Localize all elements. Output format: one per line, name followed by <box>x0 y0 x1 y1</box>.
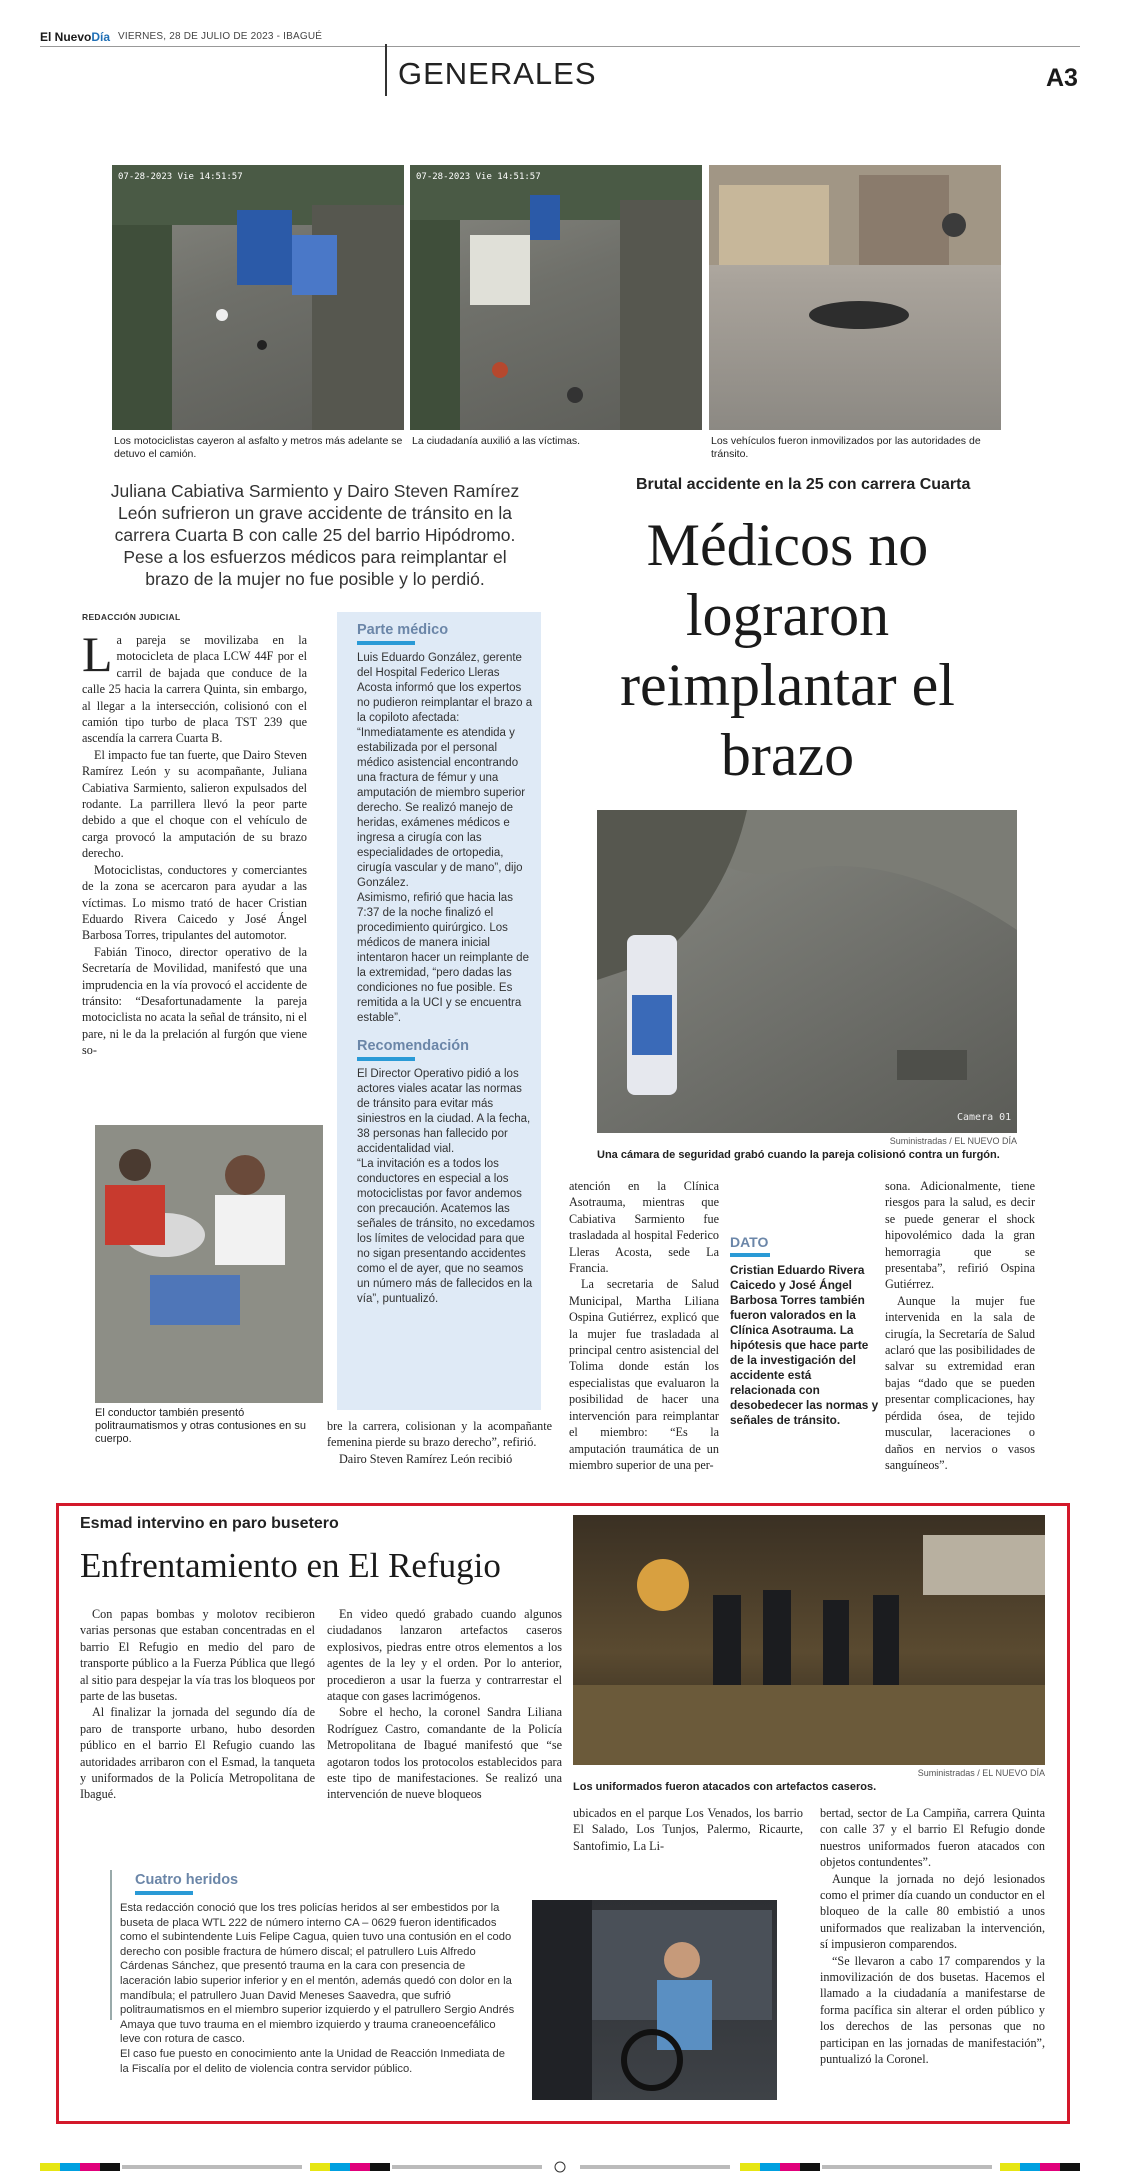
logo-text: El Nuevo <box>40 30 92 44</box>
bottom-kicker: Esmad intervino en paro busetero <box>80 1515 339 1532</box>
rescue-scene-illustration <box>95 1125 323 1403</box>
color-registration-marks <box>40 2161 1080 2173</box>
photo-credit: Suministradas / EL NUEVO DÍA <box>889 1136 1017 1146</box>
photo-caption-2: La ciudadanía auxilió a las víctimas. <box>412 435 581 447</box>
sidebar-text-medical-2: Asimismo, refirió que hacia las 7:37 de la noche finalizó el procedimiento quirúrgico. Los médicos de manera inicial intentaron hacer un reimplante de la extremidad, “pero dadas las condiciones no fue posible. Es remitida a la UCI y se encuentra estable”. <box>357 892 529 1024</box>
sidebar-content <box>357 622 535 1307</box>
section-divider <box>385 44 387 96</box>
paragraph-text: La secretaria de Salud Municipal, Martha Liliana Ospina Gutiérrez, explicó que la mujer fue trasladada al principal centro asistencial del Tolima donde están los especialistas que evaluaron la posibilidad de hacer una intervención para reimplantar el miembro: “Es la amputación traumática de un miembro superior de una per- <box>569 1277 719 1472</box>
fact-box-accent-rule <box>730 1253 770 1257</box>
street-scene-illustration <box>112 165 404 430</box>
injured-driver-photo <box>95 1125 323 1403</box>
injured-box-title: Cuatro heridos <box>135 1872 239 1888</box>
paragraph-text: Sobre el hecho, la coronel Sandra Liliana Rodríguez Castro, comandante de la Policía Metropolitana de Ibagué manifestó que “se agotaron todos los protocolos establecidos para este tipo de manifestaciones. Se realizó una intervención de nueve bloqueos <box>327 1705 562 1802</box>
crashed-motorcycle-illustration <box>709 165 1001 430</box>
fact-box-text: Cristian Eduardo Rivera Caicedo y José Ángel Barbosa Torres también fueron valorados en la Clínica Asotrauma. La hipótesis que hace parte de la investigación del accidente está relacionada con desobedecer las normas y señales de tránsito. <box>730 1263 879 1427</box>
masthead-rule <box>40 46 1080 47</box>
paragraph-text: Fabián Tinoco, director operativo de la Secretaría de Movilidad, manifestó que una imprudencia en la vía provocó el accidente de tránsito: “Desafortunadamente la pareja motociclista no acata la señal de tránsito, ni el pare, ni le da la prelación al furgón que viene so- <box>82 944 307 1058</box>
story-column-1 <box>82 632 307 1122</box>
photo-caption-3: Los vehículos fueron inmovilizados por las autoridades de tránsito. <box>711 435 981 460</box>
paragraph-text: Al finalizar la jornada del segundo día de paro de transporte urbano, hubo desorden público en el barrio El Refugio cuando las autoridades arribaron con el Esmad, la tanqueta y uniformados de la Policía Metropolitana de Ibagué. <box>80 1705 315 1802</box>
fact-box-title: DATO <box>730 1234 769 1250</box>
sidebar-accent-rule <box>357 641 415 645</box>
print-registration-bar <box>40 2160 1080 2172</box>
photo-caption-1: Los motociclistas cayeron al asfalto y metros más adelante se detuvo el camión. <box>114 435 403 460</box>
sidebar-text-recommendation: El Director Operativo pidió a los actores viales acatar las normas de tránsito para evitar más siniestros en la ciudad. A la fecha, 38 personas han fallecido por accidentalidad vial. <box>357 1068 531 1155</box>
riot-police-photo <box>573 1515 1045 1765</box>
sidebar-title-medical: Parte médico <box>357 622 449 638</box>
bus-cabin-illustration <box>532 1900 777 2100</box>
bottom-column-1 <box>80 1606 315 1803</box>
drop-cap: L <box>82 632 113 682</box>
photo-caption-driver: El conductor también presentó politraumatismos y otras contusiones en su cuerpo. <box>95 1407 306 1445</box>
page-number: A3 <box>1046 64 1078 92</box>
paragraph-text: ubicados en el parque Los Venados, los barrio El Salado, Los Tunjos, Palermo, Ricaurte, Santofimio, La Li- <box>573 1806 803 1853</box>
injured-box-accent-rule <box>135 1891 193 1895</box>
logo-accent-text: Día <box>91 30 111 44</box>
injured-box <box>120 1872 526 2076</box>
injured-box-text-2: El caso fue puesto en conocimiento ante la Unidad de Reacción Inmediata de la Fiscalía por el delito de violencia contra servidor público. <box>120 2047 505 2075</box>
story-column-2-bottom <box>327 1418 552 1467</box>
sidebar-text-medical: Luis Eduardo González, gerente del Hospital Federico Lleras Acosta informó que los expertos no pudieron reimplantar el brazo a la copiloto afectada: “Inmediatamente es atendida y estabilizada por el personal médico asistencial encontrando una fractura de fémur y una amputación de miembro superior derecho. Se realizó manejo de heridas, exámenes médicos e ingresa a cirugía con las especialidades de ortopedia, cirugía vascular y de mano”, dijo González. <box>357 652 533 889</box>
paragraph-text: bertad, sector de La Campiña, carrera Quinta con calle 37 y el barrio El Refugio donde nuestros uniformados fueron atacados con objetos contundentes”. <box>820 1806 1045 1870</box>
paragraph-text: a pareja se movilizaba en la motocicleta de placa LCW 44F por el carril de bajada que conduce de la calle 25 hacia la carrera Quinta, sin embargo, al llegar a la intersección, colisionó con el camión tipo turbo de placa TST 239 que ascendía la carrera Cuarta B. <box>82 633 307 746</box>
story-lead: Juliana Cabiativa Sarmiento y Dairo Steven Ramírez León sufrieron un grave accidente de tránsito en la carrera Cuarta B con calle 25 del barrio Hipódromo. Pese a los esfuerzos médicos para reimplantar el brazo de la mujer no fue posible y lo perdió. <box>110 481 520 589</box>
accident-photo-2 <box>410 165 702 430</box>
issue-date: VIERNES, 28 DE JULIO DE 2023 - IBAGUÉ <box>118 31 323 42</box>
sidebar-text-recommendation-2: “La invitación es a todos los conductores en especial a los motociclistas por favor andemos con precaución. Acatemos las señales de tránsito, no excedamos los límites de velocidad para que no sigan presentando accidentes como el de ayer, que no seamos un número más de fallecidos en la vía”, puntualizó. <box>357 1158 535 1305</box>
paragraph-text: Aunque la jornada no dejó lesionados como el primer día cuando un conductor en el bloqueo de la calle 80 embistió a unos uniformados que realizaban la intervención, sí impusieron comparendos. <box>820 1871 1045 1952</box>
bottom-column-3 <box>573 1805 803 1854</box>
photo-caption-camera: Una cámara de seguridad grabó cuando la pareja colisionó contra un furgón. <box>597 1149 1000 1161</box>
accident-photo-3 <box>709 165 1001 430</box>
riot-scene-illustration <box>573 1515 1045 1765</box>
section-title: GENERALES <box>398 56 597 91</box>
intersection-illustration <box>597 810 1017 1133</box>
bottom-headline: Enfrentamiento en El Refugio <box>80 1546 501 1585</box>
story-column-4 <box>885 1178 1035 1473</box>
cam-timestamp: 07-28-2023 Vie 14:51:57 <box>118 172 243 182</box>
paragraph-text: En video quedó grabado cuando algunos ciudadanos lanzaron artefactos caseros explosivos, piedras entre otros elementos a los agentes de la ley y el orden. Por lo anterior, procedieron a usar la fuerza y contrarrestar el ataque con gases lacrimógenos. <box>327 1607 562 1704</box>
sidebar-accent-rule <box>357 1057 415 1061</box>
bottom-photo-caption: Los uniformados fueron atacados con artefactos caseros. <box>573 1781 877 1793</box>
bottom-photo-credit: Suministradas / EL NUEVO DÍA <box>917 1768 1045 1778</box>
paragraph-text: Dairo Steven Ramírez León recibió <box>339 1451 513 1466</box>
security-camera-photo <box>597 810 1017 1133</box>
story-headline: Médicos no lograron reimplantar el brazo <box>620 512 955 788</box>
accident-photo-1 <box>112 165 404 430</box>
sidebar-title-recommendation: Recomendación <box>357 1038 469 1054</box>
paragraph-text: bre la carrera, colisionan y la acompañante femenina pierde su brazo derecho”, refirió. <box>327 1419 552 1450</box>
bottom-column-2 <box>327 1606 562 1803</box>
story-column-3 <box>569 1178 719 1473</box>
injured-box-text: Esta redacción conoció que los tres policías heridos al ser embestidos por la buseta de placa WTL 222 de número interno CA – 0629 fueron identificados como el subintendente Luis Felipe Cagua, quien tuvo una contusión en el codo derecho con posible fractura de húmero discal; el patrullero Luis Alfredo Cárdenas Sánchez, que presentó trauma en la cara con presencia de laceración labio superior inferior y en el mentón, además quedó con dolor en la mandíbula; el patrullero Juan David Meneses Saavedra, que sufrió politraumatismos en el miembro superior izquierdo y el patrullero Sergio Andrés Amaya que tuvo trauma en el miembro izquierdo y trauma craneoencefálico leve con rotura de casco. <box>120 1902 515 2046</box>
bus-driver-photo <box>532 1900 777 2100</box>
story-byline: REDACCIÓN JUDICIAL <box>82 612 181 622</box>
paragraph-text: Aunque la mujer fue intervenida en la sala de cirugía, la Secretaría de Salud aclaró que las posibilidades de salvar su extremidad eran bajas “dado que se pueden presentar complicaciones, hay pérdida ósea, de tejido muscular, laceraciones o daños en nervios o vasos sanguíneos”. <box>885 1293 1035 1472</box>
paragraph-text: atención en la Clínica Asotrauma, mientras que Cabiativa Sarmiento fue trasladada al hospital Federico Lleras Acosta, sede La Francia. <box>569 1179 719 1276</box>
story-kicker: Brutal accidente en la 25 con carrera Cuarta <box>636 476 971 493</box>
paragraph-text: El impacto fue tan fuerte, que Dairo Steven Ramírez León y su acompañante, Juliana Cabiativa Sarmiento, salieron expulsados del rodante. La parrillera llevó la peor parte debido a que el choque con el vehículo de carga provocó la amputación de su brazo derecho. <box>82 747 307 861</box>
paragraph-text: sona. Adicionalmente, tiene riesgos para la salud, es decir se puede generar el shock hipovolémico dada la gran hemorragia que se presentaba”, refirió Ospina Gutiérrez. <box>885 1179 1035 1292</box>
bottom-column-4 <box>820 1805 1045 2068</box>
cam-timestamp: 07-28-2023 Vie 14:51:57 <box>416 172 541 182</box>
street-scene-illustration <box>410 165 702 430</box>
paragraph-text: “Se llevaron a cabo 17 comparendos y la inmovilización de dos busetas. Hacemos el llamado a la ciudadanía a manifestarse de forma pacífica sin alterar el orden público y los derechos de las personas que no participan en las jornadas de manifestación”, puntualizó la Coronel. <box>820 1953 1045 2067</box>
newspaper-logo <box>40 30 110 44</box>
camera-label: Camera 01 <box>957 1112 1012 1123</box>
fact-box <box>730 1234 880 1428</box>
paragraph-text: Motociclistas, conductores y comerciantes de la zona se acercaron para ayudar a las víctimas. Lo mismo trató de hacer Cristian Eduardo Rivera Caicedo y José Ángel Barbosa Torres, tripulantes del automotor. <box>82 862 307 943</box>
paragraph-text: Con papas bombas y molotov recibieron varias personas que estaban concentradas en el barrio El Refugio en medio del paro de transporte público a la Fuerza Pública que llegó al sitio para despejar la vía tras los bloqueos por parte de las busetas. <box>80 1607 315 1704</box>
